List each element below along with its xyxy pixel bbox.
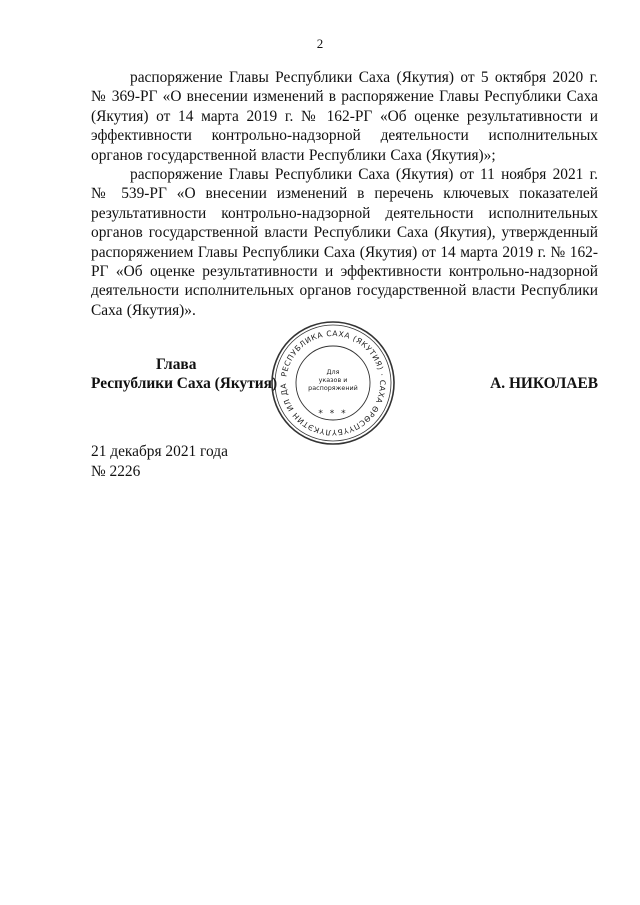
seal-inner-text-1: Для <box>326 368 340 376</box>
document-date: 21 декабря 2021 года <box>91 443 228 460</box>
signatory-title: Глава <box>156 356 197 373</box>
signatory-region: Республики Саха (Якутия) <box>91 375 278 392</box>
paragraph-order-2020: распоряжение Главы Республики Саха (Якутия) от 5 октября 2020 г. № 369-РГ «О внесении изменений в распоряжение Главы Республики Саха (Якутия) от 14 марта 2019 г. № 162-РГ «Об оценке результативности и эффективности контрольно-надзорной деятельности исполнительных органов государственной власти Республики Саха (Якутия)»; <box>91 69 598 164</box>
seal-icon <box>270 320 396 446</box>
seal-inner-text-3: распоряжений <box>308 384 358 392</box>
seal-stars: * * * <box>318 409 348 419</box>
seal-outer-text: РЕСПУБЛИКА САХА (ЯКУТИЯ) · САХА ӨРӨСПҮҮБҮЛҮКЭТИН ИЛ ДА <box>278 328 388 438</box>
signatory-name: А. НИКОЛАЕВ <box>490 375 598 392</box>
seal-inner-text-2: указов и <box>318 376 348 384</box>
document-number: № 2226 <box>91 463 141 480</box>
official-seal-stamp <box>270 320 396 446</box>
paragraph-order-2021: распоряжение Главы Республики Саха (Якутия) от 11 ноября 2021 г. № 539-РГ «О внесении изменений в перечень ключевых показателей результативности контрольно-надзорной деятельности исполнительных органов государственной власти Республики Саха (Якутия), утвержденный распоряжением Главы Республики Саха (Якутия) от 14 марта 2019 г. № 162-РГ «Об оценке результативности и эффективности контрольно-надзорной деятельности исполнительных органов государственной власти Республики Саха (Якутия)». <box>91 166 598 319</box>
page-number: 2 <box>316 36 324 51</box>
